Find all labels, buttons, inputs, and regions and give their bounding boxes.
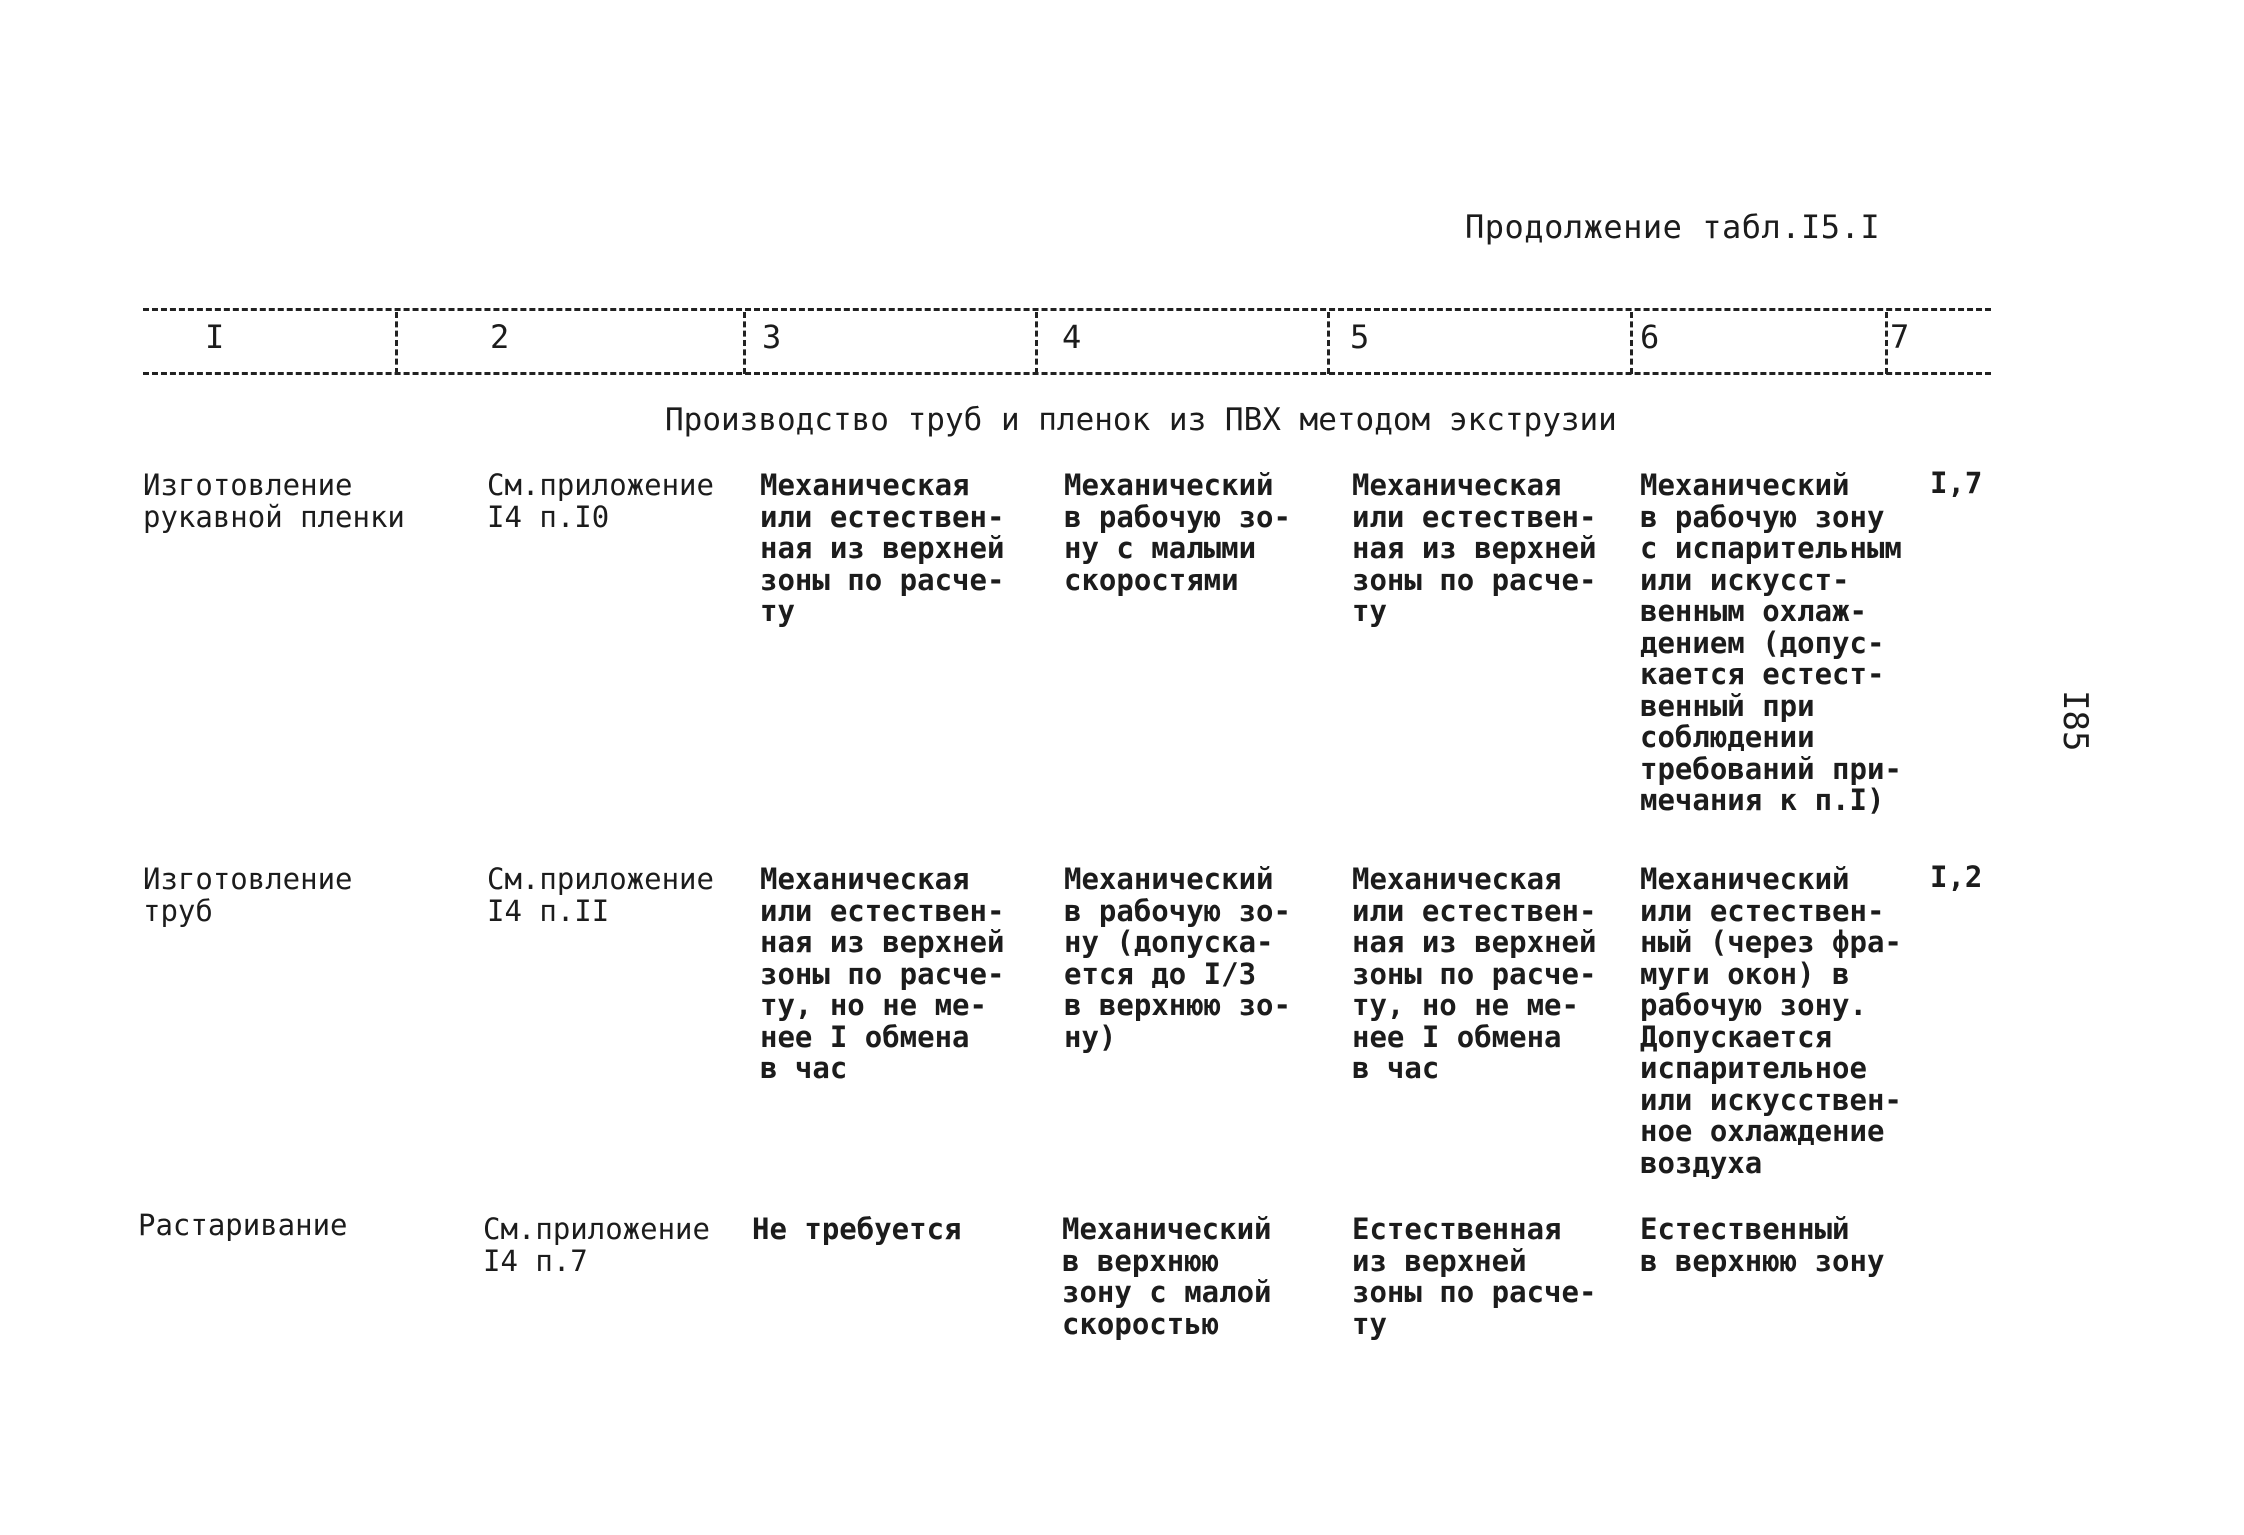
row-2-process: Изготовление труб xyxy=(143,862,353,928)
row-1-col-7: I,7 xyxy=(1930,466,1983,500)
row-1-col-3: Механическая или естествен- ная из верхней зоны по расче- ту xyxy=(760,468,1005,628)
column-number-1: I xyxy=(205,318,225,356)
row-3-col-3: Не требуется xyxy=(752,1212,962,1246)
row-3-col-5: Естественная из верхней зоны по расче- ту xyxy=(1352,1212,1597,1341)
column-number-6: 6 xyxy=(1640,318,1660,356)
row-2-col-5: Механическая или естествен- ная из верхней зоны по расче- ту, но не ме- нее I обмена в час xyxy=(1352,862,1597,1085)
page-number: I85 xyxy=(2055,690,2095,752)
row-1-col-6: Механический в рабочую зону с испарительным или искусст- венным охлаж- дением (допус- кается естест- венный при соблюдении требований при- мечания к п.I) xyxy=(1640,468,1902,817)
column-separator xyxy=(395,312,398,374)
table-caption: Продолжение табл.I5.I xyxy=(1465,208,1881,246)
column-number-3: 3 xyxy=(762,318,782,356)
row-1-process: Изготовление рукавной пленки xyxy=(143,468,405,534)
column-separator xyxy=(1327,312,1330,374)
column-separator xyxy=(1630,312,1633,374)
row-3-process: Растаривание xyxy=(138,1208,348,1242)
row-2-col-6: Механический или естествен- ный (через фра- муги окон) в рабочую зону. Допускается испарительное или искусствен- ное охлаждение воздуха xyxy=(1640,862,1902,1180)
row-3-reference: См.приложение I4 п.7 xyxy=(483,1212,710,1278)
row-2-reference: См.приложение I4 п.II xyxy=(487,862,714,928)
header-rule-top xyxy=(143,308,1991,311)
column-number-7: 7 xyxy=(1890,318,1910,356)
column-separator xyxy=(743,312,746,374)
row-1-col-5: Механическая или естествен- ная из верхней зоны по расче- ту xyxy=(1352,468,1597,628)
column-number-5: 5 xyxy=(1350,318,1370,356)
row-3-col-4: Механический в верхнюю зону с малой скоростью xyxy=(1062,1212,1272,1341)
row-2-col-3: Механическая или естествен- ная из верхней зоны по расче- ту, но не ме- нее I обмена в час xyxy=(760,862,1005,1085)
column-separator xyxy=(1885,312,1888,374)
row-1-reference: См.приложение I4 п.I0 xyxy=(487,468,714,534)
row-2-col-4: Механический в рабочую зо- ну (допуска- ется до I/3 в верхнюю зо- ну) xyxy=(1064,862,1291,1054)
column-separator xyxy=(1035,312,1038,374)
row-2-col-7: I,2 xyxy=(1930,860,1983,894)
row-3-col-6: Естественный в верхнюю зону xyxy=(1640,1212,1885,1278)
row-1-col-4: Механический в рабочую зо- ну с малыми скоростями xyxy=(1064,468,1291,597)
section-heading: Производство труб и пленок из ПВХ методом экструзии xyxy=(665,402,1617,438)
header-rule-bottom xyxy=(143,372,1991,375)
column-number-2: 2 xyxy=(490,318,510,356)
column-number-4: 4 xyxy=(1062,318,1082,356)
